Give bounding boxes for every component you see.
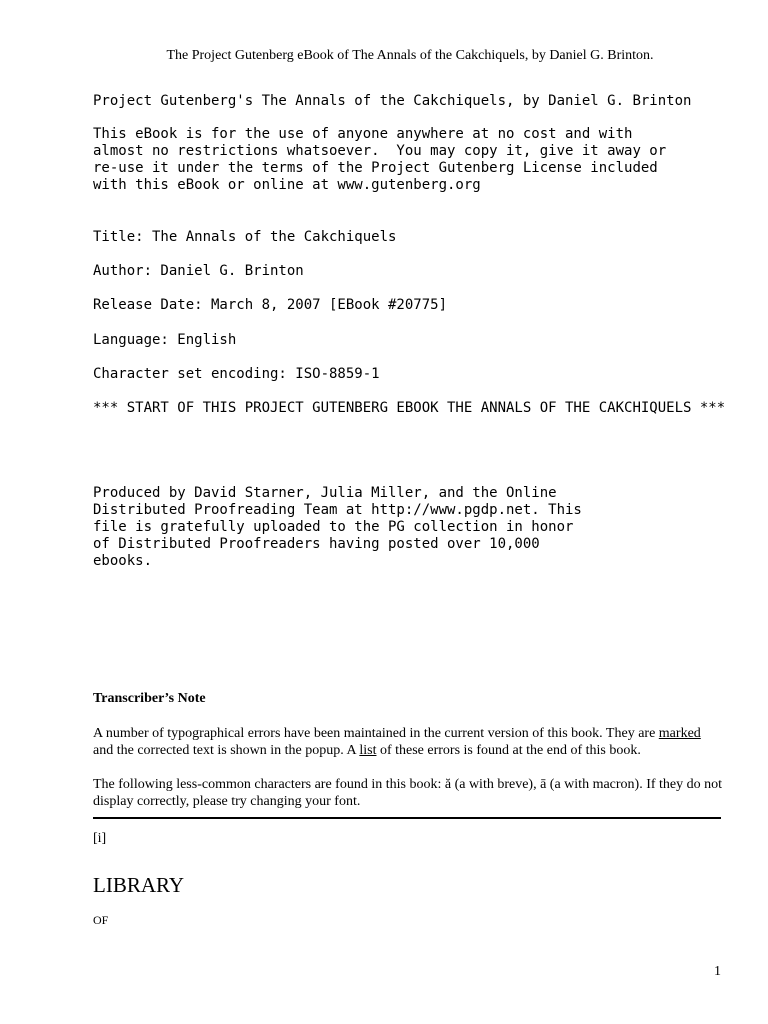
page-number: 1: [714, 964, 721, 979]
note-text-1c: of these errors is found at the end of this book.: [376, 743, 641, 758]
transcriber-note-paragraph-2: The following less-common characters are found in this book: ă (a with breve), ā (a with macron). If they do not display correctly, please try changing your font.: [93, 777, 723, 809]
note-text-1b: and the corrected text is shown in the popup. A: [93, 743, 360, 758]
horizontal-divider: [93, 817, 721, 819]
start-marker: *** START OF THIS PROJECT GUTENBERG EBOOK THE ANNALS OF THE CAKCHIQUELS ***: [93, 400, 726, 416]
meta-author: Author: Daniel G. Brinton: [93, 263, 304, 279]
meta-encoding: Character set encoding: ISO-8859-1: [93, 366, 380, 382]
credits-paragraph: Produced by David Starner, Julia Miller, and the Online Distributed Proofreading Team at http://www.pgdp.net. This file is gratefully uploaded to the PG collection in honor of Distributed Proofreaders having posted over 10,000 ebooks.: [93, 485, 582, 569]
note-text-1a: A number of typographical errors have been maintained in the current version of this book. They are: [93, 726, 659, 741]
meta-title: Title: The Annals of the Cakchiquels: [93, 229, 397, 245]
library-heading: LIBRARY: [93, 873, 185, 897]
errors-list-link[interactable]: list: [359, 743, 377, 758]
meta-language: Language: English: [93, 332, 237, 348]
preamble-title-line: Project Gutenberg's The Annals of the Cakchiquels, by Daniel G. Brinton: [93, 93, 692, 109]
transcriber-note-heading: Transcriber’s Note: [93, 691, 206, 706]
marked-link[interactable]: marked: [658, 726, 701, 741]
page-marker: [i]: [93, 831, 107, 846]
document-header: The Project Gutenberg eBook of The Annals of the Cakchiquels, by Daniel G. Brinton.: [166, 48, 654, 63]
meta-release-date: Release Date: March 8, 2007 [EBook #20775]: [93, 297, 448, 313]
license-paragraph: This eBook is for the use of anyone anywhere at no cost and with almost no restrictions whatsoever. You may copy it, give it away or re-use it under the terms of the Project Gutenberg License included with this eBook or online at www.gutenberg.org: [93, 126, 667, 193]
of-text: OF: [93, 913, 109, 927]
transcriber-note-paragraph-1: [93, 725, 723, 759]
